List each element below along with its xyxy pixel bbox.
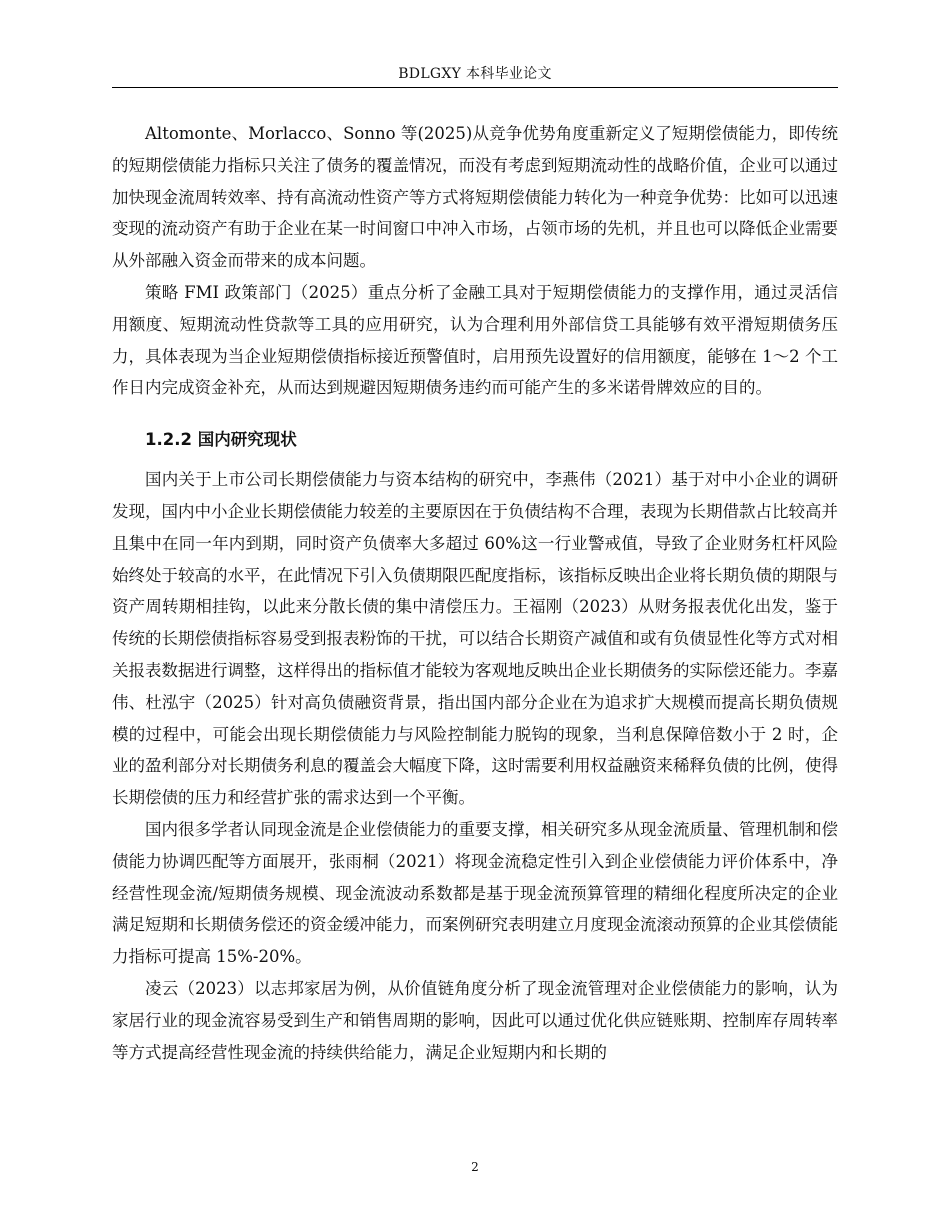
- paragraph: Altomonte、Morlacco、Sonno 等(2025)从竞争优势角度重新定义了短期偿债能力，即传统的短期偿债能力指标只关注了债务的覆盖情况，而没有考虑到短期流动性的战略价值，企业可以通过加快现金流周转效率、持有高流动性资产等方式将短期偿债能力转化为一种竞争优势：比如可以迅速变现的流动资产有助于企业在某一时间窗口中冲入市场，占领市场的先机，并且也可以降低企业需要从外部融入资金而带来的成本问题。: [112, 124, 838, 271]
- paragraph: 国内很多学者认同现金流是企业偿债能力的重要支撑，相关研究多从现金流质量、管理机制和偿债能力协调匹配等方面展开，张雨桐（2021）将现金流稳定性引入到企业偿债能力评价体系中，净经营性现金流/短期债务规模、现金流波动系数都是基于现金流预算管理的精细化程度所决定的企业满足短期和长期债务偿还的资金缓冲能力，而案例研究表明建立月度现金流滚动预算的企业其偿债能力指标可提高 15%-20%。: [112, 819, 838, 967]
- paragraph: 策略 FMI 政策部门（2025）重点分析了金融工具对于短期偿债能力的支撑作用，通过灵活信用额度、短期流动性贷款等工具的应用研究，认为合理利用外部信贷工具能够有效平滑短期债务压力，具体表现为当企业短期偿债指标接近预警值时，启用预先设置好的信用额度，能够在 1～2 个工作日内完成资金补充，从而达到规避因短期债务违约而可能产生的多米诺骨牌效应的目的。: [112, 282, 838, 398]
- main-content: [112, 118, 838, 1068]
- section-heading: 1.2.2 国内研究现状: [145, 430, 297, 450]
- paragraph: 凌云（2023）以志邦家居为例，从价值链角度分析了现金流管理对企业偿债能力的影响，认为家居行业的现金流容易受到生产和销售周期的影响，因此可以通过优化供应链账期、控制库存周转率等方式提高经营性现金流的持续供给能力，满足企业短期内和长期的: [112, 978, 838, 1062]
- page-number: 2: [471, 1160, 479, 1174]
- header-rule: [112, 87, 838, 88]
- running-header: BDLGXY 本科毕业论文: [398, 66, 552, 82]
- paragraph: 国内关于上市公司长期偿债能力与资本结构的研究中，李燕伟（2021）基于对中小企业的调研发现，国内中小企业长期偿债能力较差的主要原因在于负债结构不合理，表现为长期借款占比较高并且集中在同一年内到期，同时资产负债率大多超过 60%这一行业警戒值，导致了企业财务杠杆风险始终处于较高的水平，在此情况下引入负债期限匹配度指标，该指标反映出企业将长期负债的期限与资产周转期相挂钩，以此来分散长债的集中清偿压力。王福刚（2023）从财务报表优化出发，鉴于传统的长期偿债指标容易受到报表粉饰的干扰，可以结合长期资产减值和或有负债显性化等方式对相关报表数据进行调整，这样得出的指标值才能较为客观地反映出企业长期债务的实际偿还能力。李嘉伟、杜泓宇（2025）针对高负债融资背景，指出国内部分企业在为追求扩大规模而提高长期负债规模的过程中，可能会出现长期偿债能力与风险控制能力脱钩的现象，当利息保障倍数小于 2 时，企业的盈利部分对长期债务利息的覆盖会大幅度下降，这时需要利用权益融资来稀释负债的比例，使得长期偿债的压力和经营扩张的需求达到一个平衡。: [112, 470, 838, 808]
